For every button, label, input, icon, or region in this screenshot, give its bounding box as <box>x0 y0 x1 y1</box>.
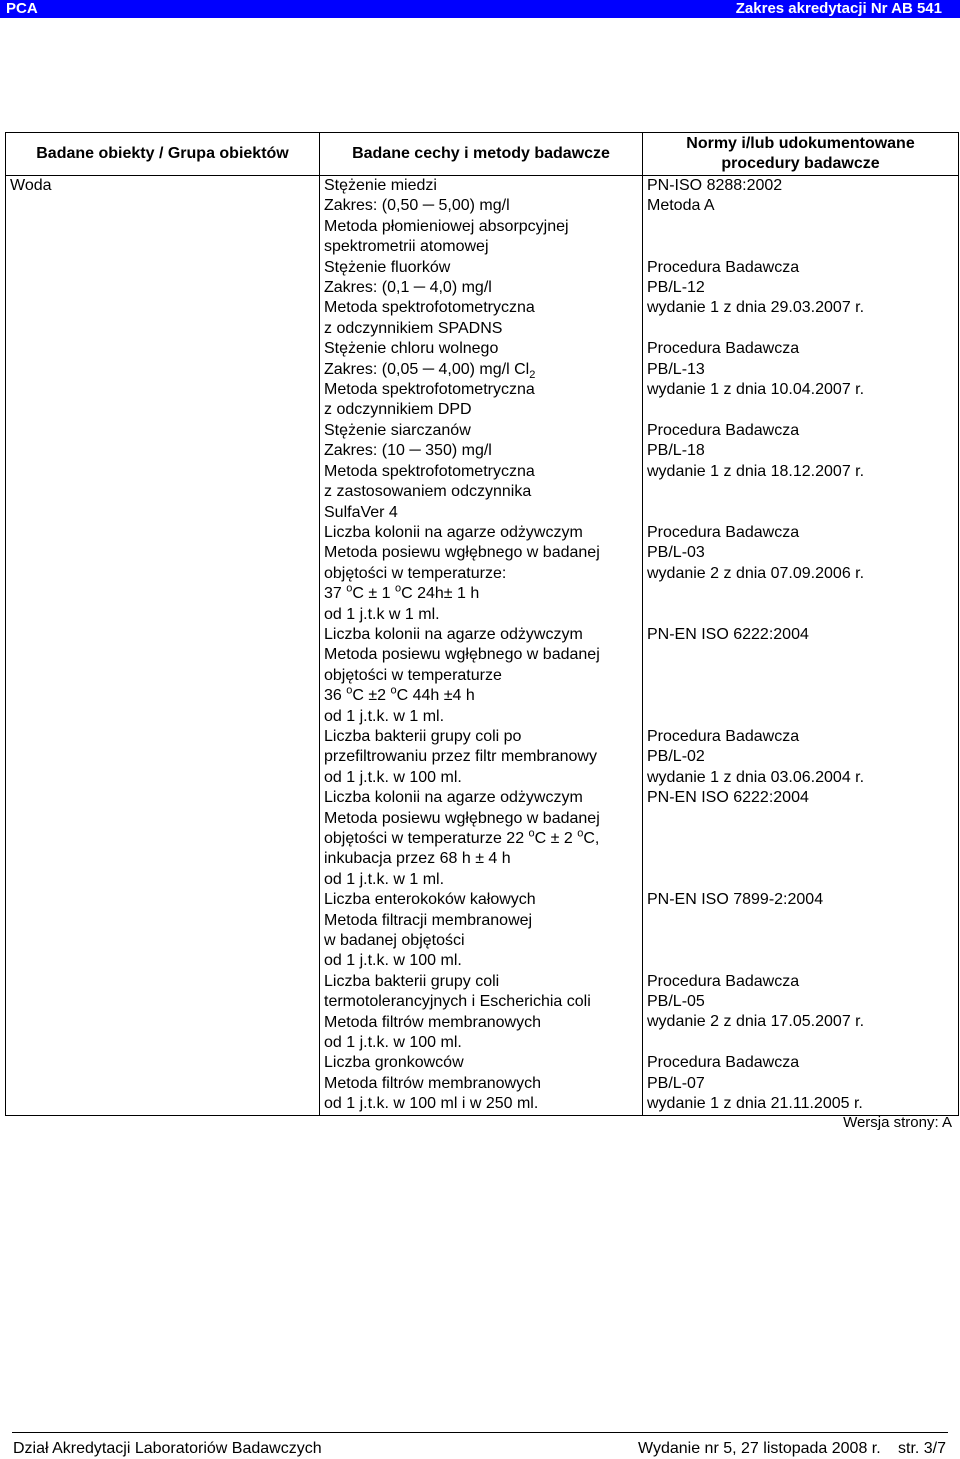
method-entry <box>324 727 642 788</box>
spacer <box>647 400 958 420</box>
method-line: Liczba gronkowców <box>324 1054 464 1072</box>
method-line: Metoda spektrofotometryczna <box>324 381 535 399</box>
method-line: w badanej objętości <box>324 932 465 950</box>
method-entry <box>324 258 642 340</box>
method-entry <box>324 1053 642 1114</box>
spacer <box>647 829 958 849</box>
method-line: Zakres: (10 ─ 350) mg/l <box>324 442 492 460</box>
header-bar <box>0 0 960 18</box>
norm-entry <box>647 788 958 890</box>
method-entry <box>324 972 642 1054</box>
norm-line: Procedura Badawcza <box>647 258 800 276</box>
spacer <box>647 237 958 257</box>
method-line: od 1 j.t.k. w 100 ml. <box>324 768 462 786</box>
norm-line: PB/L-02 <box>647 748 705 766</box>
norm-entry <box>647 176 958 258</box>
spacer <box>647 319 958 339</box>
footer-edition: Wydanie nr 5, 27 listopada 2008 r. <box>638 1440 881 1457</box>
method-text: C ± 2 <box>534 830 578 847</box>
method-text: C ±2 <box>352 687 391 705</box>
method-line: od 1 j.t.k. w 100 ml. <box>324 1034 462 1052</box>
spacer <box>647 706 958 726</box>
norm-line: wydanie 1 z dnia 21.11.2005 r. <box>647 1094 863 1112</box>
norm-entry <box>647 339 958 421</box>
method-line: Metoda posiewu wgłębnego w badanej <box>324 809 600 827</box>
method-line: Metoda spektrofotometryczna <box>324 462 535 480</box>
norm-line: Procedura Badawcza <box>647 523 800 541</box>
method-entry <box>324 176 642 258</box>
norm-entry <box>647 972 958 1054</box>
object-name: Woda <box>10 177 52 194</box>
norm-line: PB/L-18 <box>647 442 705 460</box>
norm-line: PB/L-07 <box>647 1074 705 1092</box>
method-line: SulfaVer 4 <box>324 503 398 521</box>
method-line: Stężenie miedzi <box>324 177 437 194</box>
norm-line: PN-EN ISO 7899-2:2004 <box>647 890 824 908</box>
degree-sup: o <box>528 827 535 840</box>
norm-entry <box>647 258 958 340</box>
spacer <box>647 808 958 828</box>
norm-line: wydanie 2 z dnia 17.05.2007 r. <box>647 1013 865 1031</box>
spacer <box>647 584 958 604</box>
method-line: objętości w temperaturze <box>324 666 502 684</box>
method-entry <box>324 421 642 523</box>
method-line: z odczynnikiem SPADNS <box>324 319 503 337</box>
norm-line: wydanie 1 z dnia 10.04.2007 r. <box>647 381 865 399</box>
norm-line: PN-EN ISO 6222:2004 <box>647 625 809 643</box>
norm-line: Procedura Badawcza <box>647 421 800 439</box>
spacer <box>647 951 958 971</box>
method-line: Metoda posiewu wgłębnego w badanej <box>324 544 600 562</box>
norm-entry <box>647 625 958 727</box>
degree-sup: o <box>346 582 353 595</box>
norms-header-line1: Normy i/lub udokumentowane <box>686 134 915 152</box>
method-entry <box>324 523 642 625</box>
norm-line: Procedura Badawcza <box>647 727 800 745</box>
method-line: od 1 j.t.k. w 1 ml. <box>324 707 445 725</box>
method-text: 37 <box>324 585 347 603</box>
norm-entry <box>647 523 958 625</box>
page-version: Wersja strony: A <box>843 1114 952 1131</box>
method-text: C, <box>583 830 600 847</box>
norm-entry <box>647 1053 958 1114</box>
method-line: Liczba kolonii na agarze odżywczym <box>324 789 583 807</box>
norm-line: PB/L-13 <box>647 360 705 378</box>
method-line: Stężenie siarczanów <box>324 421 471 439</box>
norm-line: Procedura Badawcza <box>647 1054 800 1072</box>
method-line: Metoda płomieniowej absorpcyjnej <box>324 217 569 235</box>
method-line: Metoda posiewu wgłębnego w badanej <box>324 646 600 664</box>
method-line: od 1 j.t.k. w 100 ml. <box>324 952 462 970</box>
norm-entry <box>647 727 958 788</box>
method-line <box>324 360 642 380</box>
method-line: Liczba enterokoków kałowych <box>324 891 536 909</box>
method-text: Zakres: (0,05 ─ 4,00) mg/l Cl <box>324 360 530 378</box>
norm-entry <box>647 421 958 523</box>
method-line: objętości w temperaturze: <box>324 564 507 582</box>
method-line: spektrometrii atomowej <box>324 238 489 256</box>
degree-sup: o <box>577 827 584 840</box>
method-line: od 1 j.t.k w 1 ml. <box>324 605 440 623</box>
method-line: termotolerancyjnych i Escherichia coli <box>324 993 591 1011</box>
norm-line: wydanie 1 z dnia 03.06.2004 r. <box>647 768 865 786</box>
subscript: 2 <box>529 368 536 381</box>
method-line: Liczba bakterii grupy coli po <box>324 727 522 745</box>
norm-line: wydanie 1 z dnia 29.03.2007 r. <box>647 299 865 317</box>
norm-entry <box>647 890 958 972</box>
spacer <box>647 1033 958 1053</box>
accreditation-table <box>5 132 959 1116</box>
norm-line: PB/L-05 <box>647 992 705 1010</box>
degree-sup: o <box>394 582 402 595</box>
method-line: z zastosowaniem odczynnika <box>324 483 532 501</box>
method-line: Metoda spektrofotometryczna <box>324 299 535 317</box>
degree-sup: o <box>346 684 353 697</box>
footer-department: Dział Akredytacji Laboratoriów Badawczych <box>13 1440 322 1457</box>
spacer <box>647 502 958 522</box>
method-line: z odczynnikiem DPD <box>324 401 472 419</box>
method-text: objętości w temperaturze 22 <box>324 830 529 847</box>
method-line: Zakres: (0,1 ─ 4,0) mg/l <box>324 279 492 297</box>
spacer <box>647 931 958 951</box>
method-line: Metoda filtracji membranowej <box>324 911 533 929</box>
method-line <box>324 686 642 706</box>
method-line: Liczba kolonii na agarze odżywczym <box>324 625 583 643</box>
method-entry <box>324 788 642 890</box>
method-line: Stężenie chloru wolnego <box>324 340 499 358</box>
method-line: Metoda filtrów membranowych <box>324 1074 541 1092</box>
norm-line: Procedura Badawcza <box>647 972 800 990</box>
method-line: od 1 j.t.k. w 1 ml. <box>324 870 445 888</box>
method-line: Liczba kolonii na agarze odżywczym <box>324 523 583 541</box>
spacer <box>647 870 958 890</box>
spacer <box>647 482 958 502</box>
footer-page-number: str. 3/7 <box>898 1440 947 1457</box>
method-line <box>324 584 642 604</box>
method-entry <box>324 625 642 727</box>
norm-line: PN-ISO 8288:2002 <box>647 177 783 194</box>
spacer <box>647 604 958 624</box>
spacer <box>647 666 958 686</box>
object-cell <box>6 176 320 1116</box>
header-title: Zakres akredytacji Nr AB 541 <box>735 0 942 17</box>
method-text: C 24h± 1 h <box>401 585 480 603</box>
method-line: od 1 j.t.k. w 100 ml i w 250 ml. <box>324 1095 539 1113</box>
spacer <box>647 849 958 869</box>
norm-line: wydanie 1 z dnia 18.12.2007 r. <box>647 462 865 480</box>
footer-divider <box>12 1432 948 1433</box>
method-text: C 44h ±4 h <box>396 687 475 705</box>
method-entry <box>324 339 642 421</box>
method-line <box>324 829 642 849</box>
header-org: PCA <box>6 0 38 17</box>
norm-line: PB/L-03 <box>647 544 705 562</box>
method-text: C ± 1 <box>352 585 395 603</box>
degree-sup: o <box>390 684 397 697</box>
spacer <box>647 217 958 237</box>
method-line: inkubacja przez 68 h ± 4 h <box>324 850 511 868</box>
norm-line: PB/L-12 <box>647 279 705 296</box>
column-header-objects: Badane obiekty / Grupa obiektów <box>6 133 320 176</box>
spacer <box>647 686 958 706</box>
method-entry <box>324 890 642 972</box>
method-line: Liczba bakterii grupy coli <box>324 972 500 990</box>
column-header-methods: Badane cechy i metody badawcze <box>320 133 643 176</box>
method-line: Metoda filtrów membranowych <box>324 1013 541 1031</box>
norm-line: Procedura Badawcza <box>647 340 800 358</box>
norm-line: wydanie 2 z dnia 07.09.2006 r. <box>647 564 865 582</box>
spacer <box>647 910 958 930</box>
method-text: 36 <box>324 687 347 705</box>
methods-cell <box>320 176 643 1116</box>
norm-line: PN-EN ISO 6222:2004 <box>647 789 809 806</box>
column-header-norms <box>643 133 959 176</box>
method-line: przefiltrowaniu przez filtr membranowy <box>324 748 597 766</box>
norms-header-line2: procedury badawcze <box>721 155 880 172</box>
method-line: Zakres: (0,50 ─ 5,00) mg/l <box>324 197 510 215</box>
norms-cell <box>643 176 959 1116</box>
spacer <box>647 645 958 665</box>
method-line: Stężenie fluorków <box>324 258 451 276</box>
norm-line: Metoda A <box>647 197 715 215</box>
